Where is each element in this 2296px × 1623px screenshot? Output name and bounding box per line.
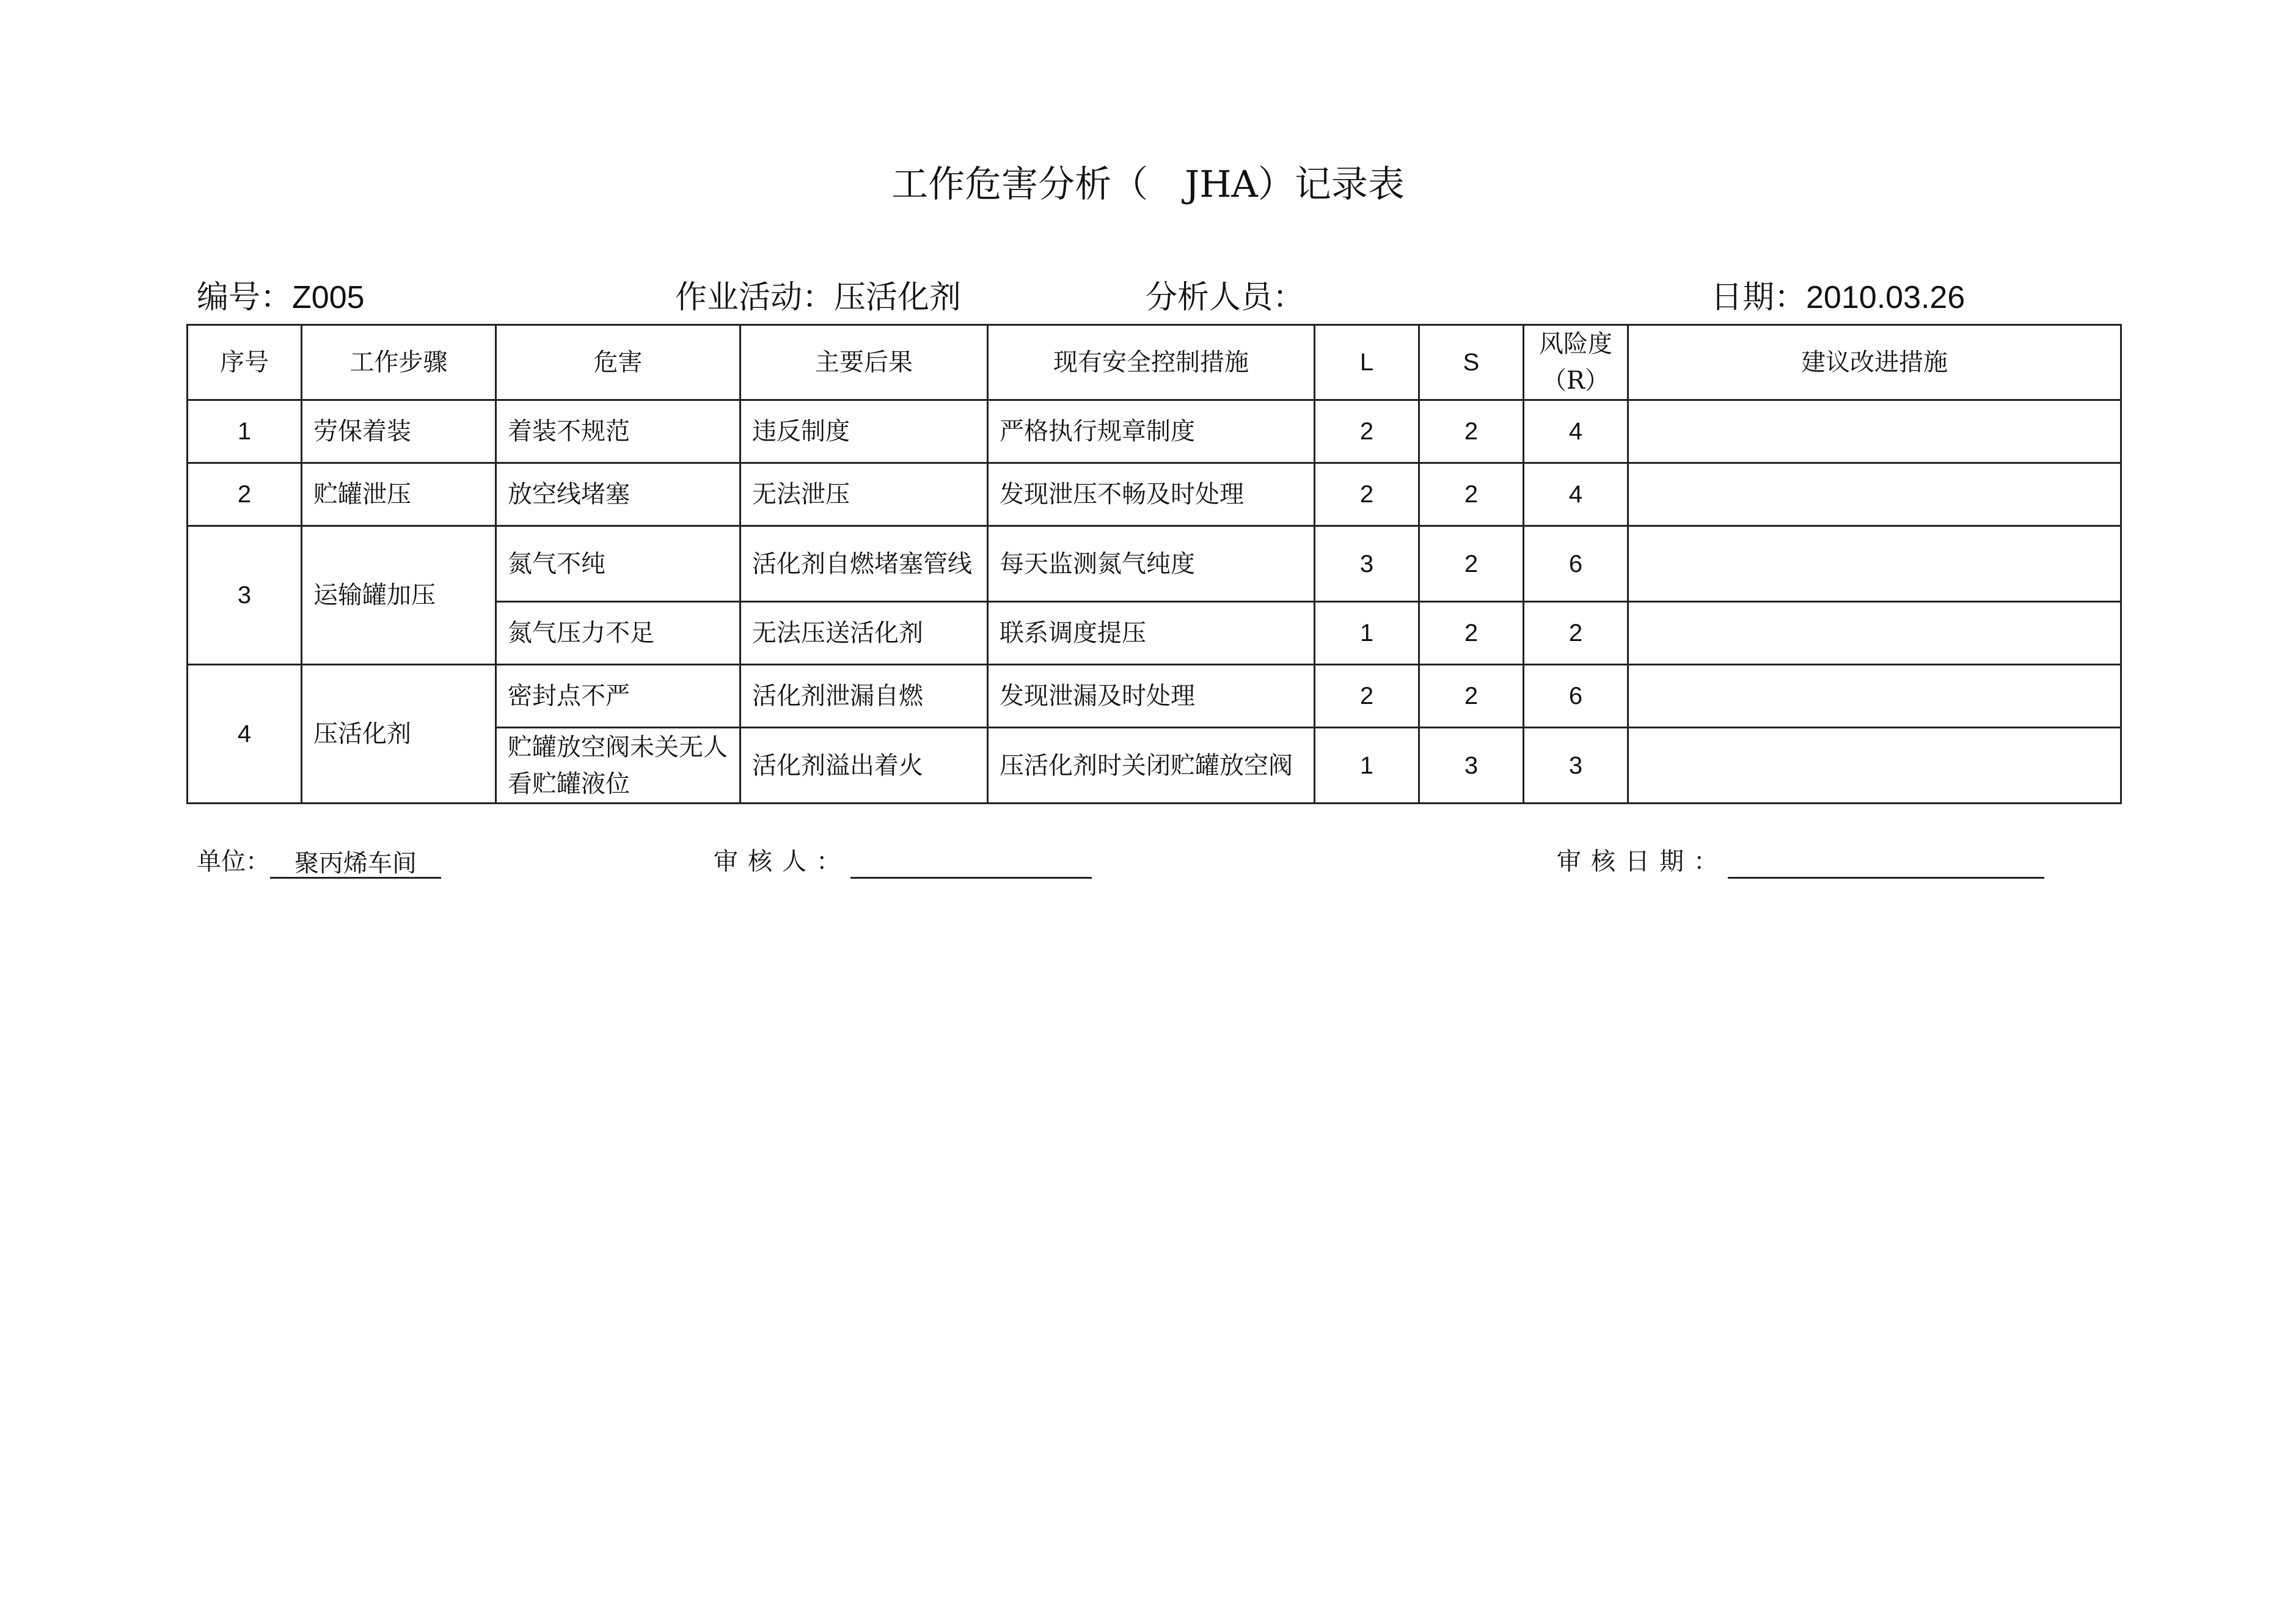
cell-hazard: 氮气压力不足 bbox=[496, 602, 740, 665]
number-label: 编号： bbox=[197, 279, 293, 316]
cell-consequence: 活化剂溢出着火 bbox=[740, 728, 988, 804]
cell-suggest bbox=[1628, 728, 2121, 804]
cell-hazard: 贮罐放空阀未关无人看贮罐液位 bbox=[496, 728, 740, 804]
header-s: S bbox=[1419, 325, 1524, 400]
cell-s: 2 bbox=[1419, 463, 1524, 526]
cell-consequence: 活化剂泄漏自燃 bbox=[740, 665, 988, 728]
cell-seq: 1 bbox=[188, 400, 302, 463]
cell-controls: 压活化剂时关闭贮罐放空阀 bbox=[988, 728, 1315, 804]
activity-field bbox=[675, 276, 961, 319]
cell-hazard: 着装不规范 bbox=[496, 400, 740, 463]
cell-r: 3 bbox=[1524, 728, 1628, 804]
cell-seq: 4 bbox=[188, 665, 302, 804]
cell-r: 6 bbox=[1524, 526, 1628, 602]
review-date-field bbox=[1557, 844, 2044, 879]
cell-l: 1 bbox=[1315, 728, 1419, 804]
cell-controls: 联系调度提压 bbox=[988, 602, 1315, 665]
date-value: 2010.03.26 bbox=[1806, 280, 1965, 315]
cell-s: 2 bbox=[1419, 602, 1524, 665]
cell-s: 2 bbox=[1419, 400, 1524, 463]
cell-s: 2 bbox=[1419, 526, 1524, 602]
cell-step: 压活化剂 bbox=[302, 665, 496, 804]
header-seq: 序号 bbox=[188, 325, 302, 400]
reviewer-signature-line[interactable] bbox=[850, 846, 1092, 879]
unit-field bbox=[197, 844, 441, 879]
date-field bbox=[1711, 276, 1965, 319]
analyst-field bbox=[1146, 276, 1304, 319]
jha-table bbox=[186, 324, 2122, 804]
cell-suggest bbox=[1628, 400, 2121, 463]
cell-seq: 2 bbox=[188, 463, 302, 526]
header-risk: 风险度（R） bbox=[1524, 325, 1628, 400]
cell-l: 3 bbox=[1315, 526, 1419, 602]
date-label: 日期： bbox=[1711, 279, 1807, 316]
cell-r: 4 bbox=[1524, 463, 1628, 526]
table-header-row bbox=[188, 325, 2121, 400]
cell-consequence: 活化剂自燃堵塞管线 bbox=[740, 526, 988, 602]
page-title: 工作危害分析（ JHA）记录表 bbox=[891, 163, 1405, 206]
cell-l: 1 bbox=[1315, 602, 1419, 665]
table-row bbox=[188, 400, 2121, 463]
cell-consequence: 违反制度 bbox=[740, 400, 988, 463]
cell-controls: 发现泄压不畅及时处理 bbox=[988, 463, 1315, 526]
unit-label: 单位： bbox=[197, 848, 270, 876]
cell-step: 劳保着装 bbox=[302, 400, 496, 463]
cell-suggest bbox=[1628, 602, 2121, 665]
cell-controls: 严格执行规章制度 bbox=[988, 400, 1315, 463]
header-l: L bbox=[1315, 325, 1419, 400]
review-date-label: 审核日期： bbox=[1557, 848, 1728, 876]
cell-hazard: 放空线堵塞 bbox=[496, 463, 740, 526]
table-row bbox=[188, 463, 2121, 526]
header-hazard: 危害 bbox=[496, 325, 740, 400]
cell-l: 2 bbox=[1315, 400, 1419, 463]
cell-l: 2 bbox=[1315, 463, 1419, 526]
cell-suggest bbox=[1628, 665, 2121, 728]
header-controls: 现有安全控制措施 bbox=[988, 325, 1315, 400]
cell-hazard: 氮气不纯 bbox=[496, 526, 740, 602]
cell-controls: 每天监测氮气纯度 bbox=[988, 526, 1315, 602]
cell-seq: 3 bbox=[188, 526, 302, 665]
unit-value: 聚丙烯车间 bbox=[294, 849, 417, 877]
analyst-label: 分析人员： bbox=[1146, 279, 1305, 316]
header-step: 工作步骤 bbox=[302, 325, 496, 400]
number-field bbox=[197, 276, 365, 319]
cell-hazard: 密封点不严 bbox=[496, 665, 740, 728]
reviewer-field bbox=[714, 844, 1092, 879]
cell-l: 2 bbox=[1315, 665, 1419, 728]
cell-suggest bbox=[1628, 463, 2121, 526]
cell-consequence: 无法压送活化剂 bbox=[740, 602, 988, 665]
cell-s: 2 bbox=[1419, 665, 1524, 728]
header-consequence: 主要后果 bbox=[740, 325, 988, 400]
number-value: Z005 bbox=[292, 280, 365, 315]
cell-r: 6 bbox=[1524, 665, 1628, 728]
cell-s: 3 bbox=[1419, 728, 1524, 804]
cell-consequence: 无法泄压 bbox=[740, 463, 988, 526]
activity-label: 作业活动： bbox=[675, 279, 835, 316]
table-row bbox=[188, 665, 2121, 728]
review-date-line[interactable] bbox=[1728, 846, 2044, 879]
cell-controls: 发现泄漏及时处理 bbox=[988, 665, 1315, 728]
cell-r: 2 bbox=[1524, 602, 1628, 665]
activity-value: 压活化剂 bbox=[834, 279, 962, 316]
cell-step: 贮罐泄压 bbox=[302, 463, 496, 526]
cell-step: 运输罐加压 bbox=[302, 526, 496, 665]
table-row bbox=[188, 526, 2121, 602]
header-suggest: 建议改进措施 bbox=[1628, 325, 2121, 400]
cell-suggest bbox=[1628, 526, 2121, 602]
cell-r: 4 bbox=[1524, 400, 1628, 463]
reviewer-label: 审核人： bbox=[714, 848, 850, 876]
